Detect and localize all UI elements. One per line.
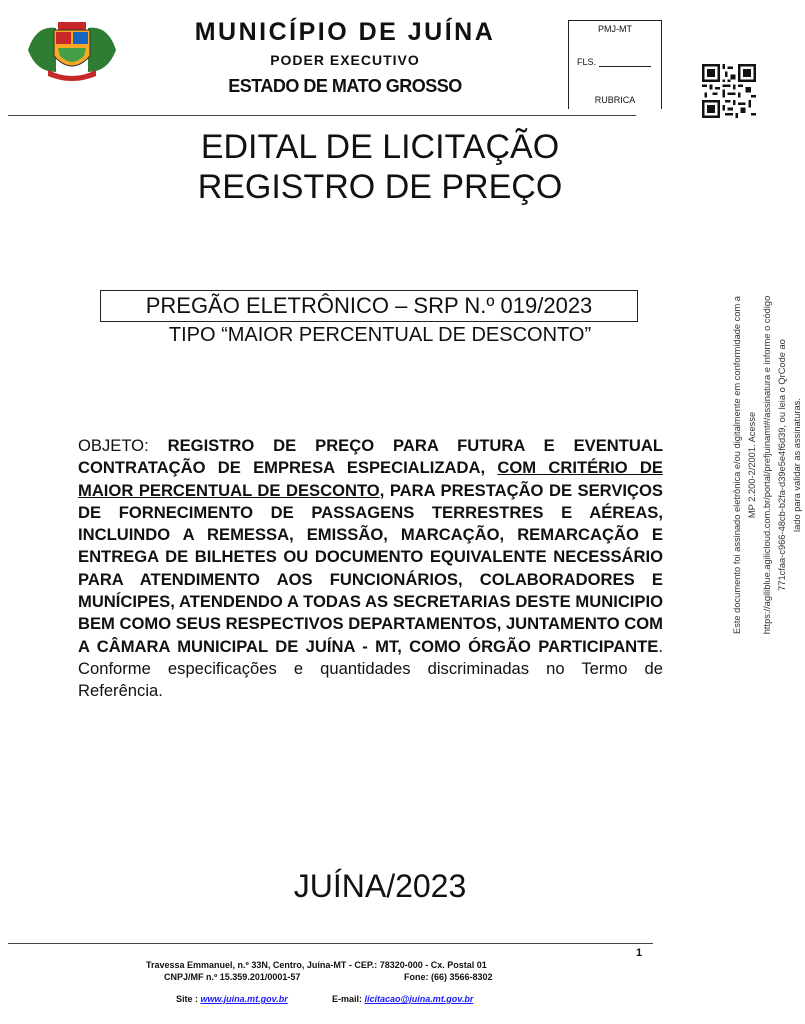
poder-executivo: PODER EXECUTIVO <box>270 52 420 68</box>
footer-email <box>332 994 473 1004</box>
pregao-number-box: PREGÃO ELETRÔNICO – SRP N.º 019/2023 <box>100 290 638 322</box>
document-title-line2: REGISTRO DE PREÇO <box>197 168 563 206</box>
objeto-criterio-underlined: COM CRITÉRIO DE MAIOR PERCENTUAL DE DESCONTO <box>78 458 663 500</box>
objeto-label: OBJETO: <box>78 436 168 455</box>
footer-divider <box>8 943 653 944</box>
footer-email-link[interactable]: licitacao@juina.mt.gov.br <box>364 994 474 1004</box>
footer-cnpj: CNPJ/MF n.º 15.359.201/0001-57 <box>164 972 301 982</box>
footer-address: Travessa Emmanuel, n.º 33N, Centro, Juína-MT - CEP.: 78320-000 - Cx. Postal 01 <box>146 960 487 970</box>
document-title-line1: EDITAL DE LICITAÇÃO <box>200 128 560 166</box>
tipo-line: TIPO “MAIOR PERCENTUAL DE DESCONTO” <box>168 324 592 346</box>
objeto-text-part1: REGISTRO DE PREÇO PARA FUTURA E EVENTUAL CONTRATAÇÃO DE EMPRESA ESPECIALIZADA, <box>78 436 663 478</box>
header-divider <box>8 115 636 116</box>
footer-site-link[interactable]: www.juina.mt.gov.br <box>200 994 288 1004</box>
stamp-rubrica: RUBRICA <box>594 95 636 105</box>
signature-note-line1: Este documento foi assinado eletrônica e/ou digitalmente em conformidade com a MP 2.200-2/2001. Acesse <box>732 296 757 634</box>
municipality-name: MUNICÍPIO DE JUÍNA <box>194 18 496 46</box>
signature-note-line3: lado para validar as assinaturas. <box>792 398 802 532</box>
objeto-text-part2: , PARA PRESTAÇÃO DE SERVIÇOS DE FORNECIMENTO DE PASSAGENS TERRESTRES E AÉREAS, INCLUINDO A REMESSA, EMISSÃO, MARCAÇÃO, REMARCAÇÃO E ENTREGA DE BILHETES OU DOCUMENTO EQUIVALENTE NECESSÁRIO PARA ATENDIMENTO AOS FUNCIONÁRIOS, COLABORADORES E MUNÍCIPES, ATENDENDO A TODAS AS SECRETARIAS DESTE MUNICIPIO BEM COMO SEUS RESPECTIVOS DEPARTAMENTOS, JUNTAMENTO COM A CÂMARA MUNICIPAL DE JUÍNA - MT, COMO ÓRGÃO PARTICIPANTE <box>78 480 663 656</box>
footer-phone: Fone: (66) 3566-8302 <box>404 972 493 982</box>
state-name: ESTADO DE MATO GROSSO <box>228 76 462 96</box>
signature-note-line2[interactable]: https://agiliblue.agilicloud.com.br/portal/prefjuinamt#/assinatura e informe o código 771cfaa-c966-48cb-b2fa-d39e5e4f6d39, ou leia o QrCode ao <box>762 295 787 635</box>
objeto-paragraph <box>78 435 663 703</box>
footer-site-label: Site : <box>176 994 201 1004</box>
stamp-pmj: PMJ-MT <box>598 24 632 34</box>
municipal-crest-logo <box>26 20 118 80</box>
page-number: 1 <box>636 947 643 959</box>
qr-code-icon[interactable] <box>702 64 756 118</box>
stamp-fls-line <box>599 66 651 67</box>
footer-site <box>176 994 288 1004</box>
signature-validation-note <box>730 295 802 635</box>
objeto-tail: . Conforme especificações e quantidades discriminadas no Termo de Referência. <box>78 636 663 701</box>
footer-email-label: E-mail: <box>332 994 365 1004</box>
city-year: JUÍNA/2023 <box>293 868 467 904</box>
page-stamp-box <box>568 20 662 109</box>
stamp-fls: FLS. <box>577 57 597 67</box>
